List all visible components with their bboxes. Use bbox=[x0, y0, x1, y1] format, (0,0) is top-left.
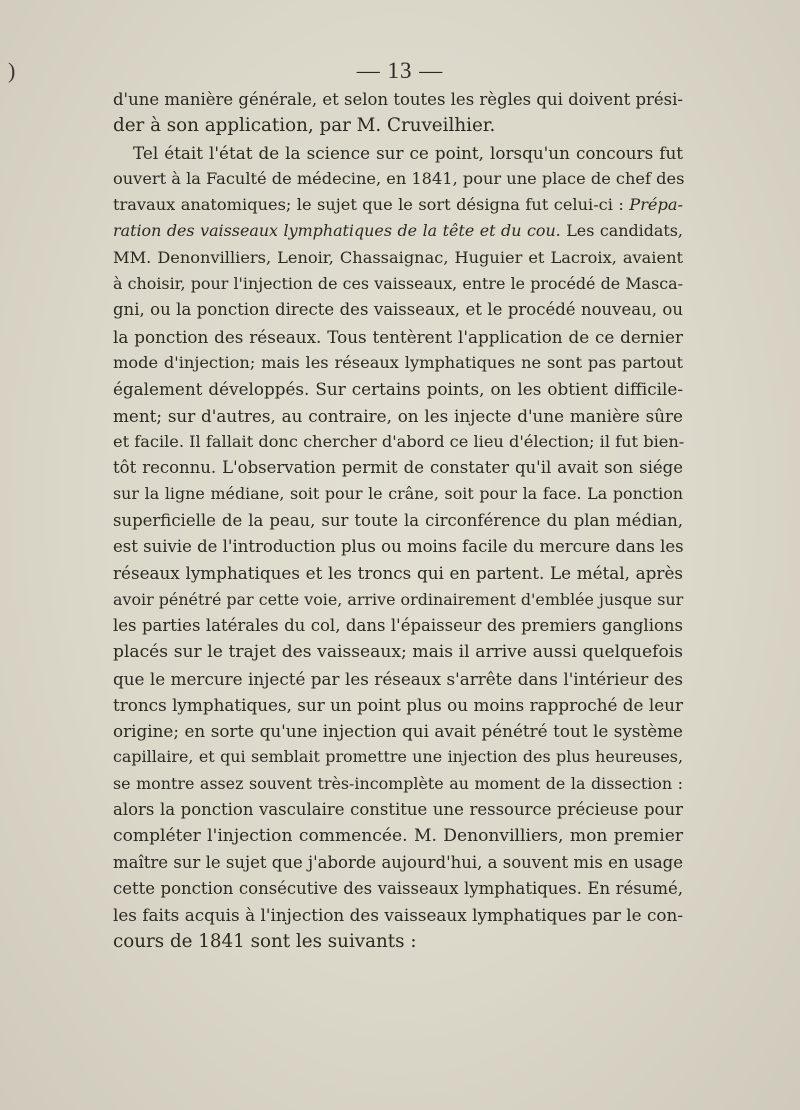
margin-mark: ) bbox=[8, 58, 16, 83]
text-line: alors la ponction vasculaire constitue une ressource précieuse pour bbox=[113, 800, 683, 820]
text-line: maître sur le sujet que j'aborde aujourd'hui, a souvent mis en usage bbox=[113, 852, 683, 872]
text-line: gni, ou la ponction directe des vaisseaux, et le procédé nouveau, ou bbox=[113, 300, 683, 320]
text-line: est suivie de l'introduction plus ou moins facile du mercure dans les bbox=[113, 537, 684, 557]
text-line: se montre assez souvent très-incomplète au moment de la dissection : bbox=[113, 773, 683, 793]
page-number: — 13 — bbox=[356, 58, 444, 83]
text-line bbox=[113, 218, 683, 244]
text-line: avoir pénétré par cette voie, arrive ordinairement d'emblée jusque sur bbox=[113, 589, 684, 609]
text-line: ment; sur d'autres, au contraire, on les injecte d'une manière sûre bbox=[113, 405, 683, 426]
text-line: mode d'injection; mais les réseaux lymphatiques ne sont pas partout bbox=[113, 352, 683, 372]
italic-text-run: ration des vaisseaux lymphatiques de la tête et du cou. bbox=[113, 221, 561, 241]
text-line: également développés. Sur certains points, on les obtient difficile- bbox=[113, 379, 683, 400]
text-line: superficielle de la peau, sur toute la circonférence du plan médian, bbox=[113, 510, 683, 530]
text-line bbox=[113, 192, 683, 218]
text-line: placés sur le trajet des vaisseaux; mais il arrive aussi quelquefois bbox=[113, 642, 683, 663]
text-line: et facile. Il fallait donc chercher d'abord ce lieu d'élection; il fut bien- bbox=[113, 431, 685, 451]
text-line: les parties latérales du col, dans l'épaisseur des premiers ganglions bbox=[113, 615, 683, 635]
text-line: à choisir, pour l'injection de ces vaisseaux, entre le procédé de Masca- bbox=[113, 274, 683, 294]
text-line: sur la ligne médiane, soit pour le crâne, soit pour la face. La ponction bbox=[113, 484, 683, 504]
text-line: ouvert à la Faculté de médecine, en 1841, pour une place de chef des bbox=[113, 168, 685, 188]
text-line: tôt reconnu. L'observation permit de constater qu'il avait son siége bbox=[113, 458, 683, 478]
text-line: cette ponction consécutive des vaisseaux lymphatiques. En résumé, bbox=[113, 878, 683, 898]
text-line: que le mercure injecté par les réseaux s'arrête dans l'intérieur des bbox=[113, 668, 683, 689]
text-line: les faits acquis à l'injection des vaisseaux lymphatiques par le con- bbox=[113, 905, 683, 926]
text-line: origine; en sorte qu'une injection qui avait pénétré tout le système bbox=[113, 721, 683, 742]
paragraph-first-line: Tel était l'état de la science sur ce point, lorsqu'un concours fut bbox=[133, 142, 683, 163]
text-line: cours de 1841 sont les suivants : bbox=[113, 930, 417, 952]
text-line: MM. Denonvilliers, Lenoir, Chassaignac, Huguier et Lacroix, avaient bbox=[113, 247, 683, 267]
text-line: capillaire, et qui semblait promettre une injection des plus heureuses, bbox=[113, 747, 683, 767]
text-line: der à son application, par M. Cruveilhier. bbox=[113, 115, 496, 137]
text-line: réseaux lymphatiques et les troncs qui en partent. Le métal, après bbox=[113, 563, 683, 584]
text-run: Les candidats, bbox=[560, 221, 683, 241]
body-text bbox=[113, 87, 683, 955]
text-line: troncs lymphatiques, sur un point plus ou moins rapproché de leur bbox=[113, 694, 683, 715]
text-line: compléter l'injection commencée. M. Denonvilliers, mon premier bbox=[113, 826, 683, 847]
text-line: d'une manière générale, et selon toutes les règles qui doivent prési- bbox=[113, 90, 683, 109]
italic-text-run: Prépa- bbox=[629, 195, 683, 215]
text-line: la ponction des réseaux. Tous tentèrent l'application de ce dernier bbox=[113, 326, 683, 347]
text-run: travaux anatomiques; le sujet que le sort désigna fut celui-ci : bbox=[113, 195, 630, 215]
